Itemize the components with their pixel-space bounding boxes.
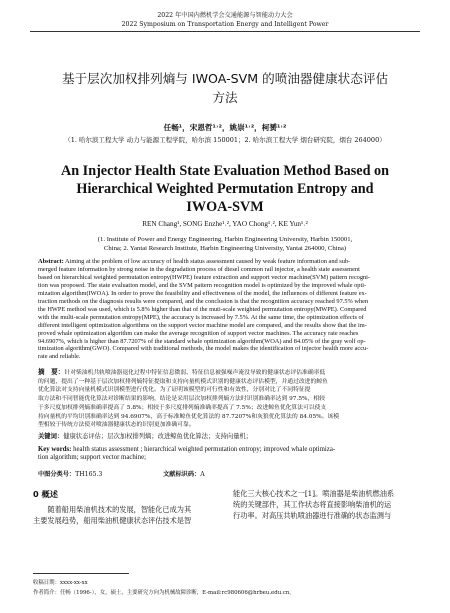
- abstract-cn-label: 摘 要：: [38, 368, 65, 376]
- keywords-en-label: Key words:: [38, 446, 72, 453]
- authors-en: REN Chang¹, SONG Enzhe¹˒², YAO Chong¹˒², KE Yun¹˒²: [142, 220, 308, 228]
- footnote-author: 作者简介：任畅（1996-），女，硕士，主要研究方向为机械故障诊断，E-mail:rc980606@hrbeu.edu.cn。: [33, 590, 295, 596]
- abstract-en-line: different intelligent optimization algorithms on the support vector machine model are compared, and the results show that the im-: [38, 321, 367, 329]
- abstract-en-line: 94.6907%, which is higher than 87.7207% of the standard whale optimization algorithm(WOA) and 84.05% of the gray wolf op-: [38, 337, 366, 345]
- keywords-en: [38, 446, 412, 463]
- body-paragraph-line: 统的关键部件，其工作状态将直接影响柴油机的运: [233, 499, 392, 509]
- keywords-cn-label: 关键词：: [38, 433, 64, 440]
- footnote-received: 收稿日期：xxxx-xx-xx: [33, 580, 88, 586]
- title-cn-line1: 基于层次加权排列熵与 IWOA-SVM 的喷油器健康状态评估: [61, 71, 389, 86]
- abstract-en-line: merged feature information by strong noise in the degradation process of diesel common rail injector, a health state assessment: [38, 265, 360, 273]
- body-left-column: [33, 505, 217, 527]
- body-right-column: [233, 489, 417, 521]
- body-paragraph-line: 主要发展趋势，船用柴油机健康状态评估技术是智: [33, 515, 192, 525]
- body-paragraph-line: 能化三大核心技术之一[1]。喷油器是柴油机燃油系: [233, 489, 395, 498]
- abstract-en-line: mization algorithm(IWOA). In order to prove the feasibility and effectiveness of the model, the influences of different feature ex-: [38, 289, 367, 297]
- abstract-cn: [38, 368, 412, 430]
- footnote-rule: [33, 573, 129, 574]
- keywords-en-line2: tion algorithm; support vector machine;: [38, 454, 146, 462]
- abstract-en-line: with the multi-scale permutation entropy(MPE), the accuracy is increased by 7.5%. At the same time, the optimization effects of: [38, 313, 364, 321]
- section-heading: 0 概述: [33, 489, 58, 499]
- header-rule: [30, 31, 420, 32]
- abstract-en-line: timization algorithm(GWO). Compared with traditional methods, the model makes the identification of injector health more accu-: [38, 345, 369, 353]
- clc-value: TH165.3: [75, 471, 103, 478]
- title-en-line2: Hierarchical Weighted Permutation Entropy and: [76, 181, 374, 197]
- abstract-cn-line: 针对柴油机共轨喷油器退化过程中特征信息微弱、特征信息被强噪声淹没导致的健康状态评估准确率低: [64, 370, 326, 376]
- abstract-cn-line: 优化算法对支持向量机模式识别模型进行优化。为了证明该模型的可行性和有效性，分别对比了不同特征提: [38, 387, 311, 394]
- abstract-cn-line: 型相较于传统方法使对喷油器健康状态的识别更加准确可靠。: [38, 422, 195, 429]
- abstract-en-line: based on hierarchical weighted permutation entropy(HWPE) feature extraction and support vector machine(SVM) pattern recogni-: [38, 273, 371, 281]
- title-cn-line2: 方法: [212, 90, 238, 105]
- abstract-en-line: proved whale optimization algorithm can make the average recognition of support vector machines. The accuracy rate reaches: [38, 329, 359, 337]
- keywords-cn-text: 健康状态评估；层次加权排列熵；改进鲸鱼优化算法；支持向量机；: [63, 433, 253, 440]
- abstract-cn-line: 持向量机的平均识别准确率达到 94.6907%，高于标准鲸鱼优化算法的 87.7207%和灰狼优化算法的 84.05%。该模: [38, 413, 340, 420]
- abstract-en-line: the HWPE method was used, which is 5.8% higher than that of the muti-scale weighted permutation entropy(MWPE). Compared: [38, 305, 367, 313]
- title-en-line1: An Injector Health State Evaluation Method Based on: [60, 163, 390, 179]
- abstract-en-label: Abstract:: [38, 258, 64, 265]
- abstract-cn-line: 的问题，提出了一种基于层次加权排列熵特征提取和支持向量机模式识别的健康状态评估模型，并通过改进的鲸鱼: [38, 378, 328, 385]
- abstract-cn-line: 取方法和不同智能优化算法对诊断结果的影响，结论是采用层次加权排列熵方法时识别准确率达到 97.5%，相较: [38, 396, 325, 403]
- abstract-cn-line: 于多尺度加权排列熵准确率提高了 5.8%；相较于多尺度排列熵准确率提高了 7.5%；改进鲸鱼优化算法可以使支: [38, 404, 327, 411]
- abstract-en-line: Aiming at the problem of low accuracy of health status assessment caused by weak feature information and sub-: [63, 258, 351, 265]
- affiliation-cn: （1. 哈尔滨工程大学 动力与能源工程学院，哈尔滨 150001；2. 哈尔滨工程大学 烟台研究院，烟台 264000）: [64, 136, 386, 144]
- clc-label: 中图分类号：: [38, 471, 76, 478]
- affiliation-en-line2: China; 2. Yantai Research Institute, Harbin Engineering University, Yantai 264000, China): [103, 245, 347, 252]
- affiliation-en-line1: (1. Institute of Power and Energy Engineering, Harbin Engineering University, Harbin 150001,: [97, 236, 353, 243]
- abstract-en: [38, 258, 412, 361]
- authors-cn: 任畅¹，宋恩哲¹˒²，姚崇¹˒²，柯赟¹˒²: [163, 123, 287, 132]
- doc-code-label: 文献标识码：: [163, 471, 201, 478]
- abstract-en-line: traction methods on the diagnosis results were compared, and the conclusion is that the recognition accuracy reached 97.5% when: [38, 297, 369, 305]
- doc-code-value: A: [200, 471, 205, 478]
- keywords-en-line1: health status assessment ; hierarchical weighted permutation entropy; improved whale optimiza-: [71, 446, 336, 453]
- body-paragraph-line: 随着船用柴油机技术的发展，智能化已成为其: [33, 505, 192, 514]
- body-paragraph-line: 行功率。对高压共轨喷油器进行准确的状态监测与: [233, 510, 392, 520]
- abstract-en-line: rate and reliable.: [38, 353, 81, 361]
- title-en-line3: IWOA-SVM: [186, 199, 264, 215]
- abstract-en-line: tion was proposed. The state evaluation model, and the SVM pattern recognition model is optimized by the improved whale opti-: [38, 281, 367, 289]
- running-header-cn: 2022 年中国内燃机学会交通能源与智能动力大会: [157, 12, 293, 19]
- running-header-en: 2022 Symposium on Transportation Energy and Intelligent Power: [121, 21, 329, 28]
- keywords-cn: [38, 433, 412, 441]
- classification-line: [38, 469, 412, 478]
